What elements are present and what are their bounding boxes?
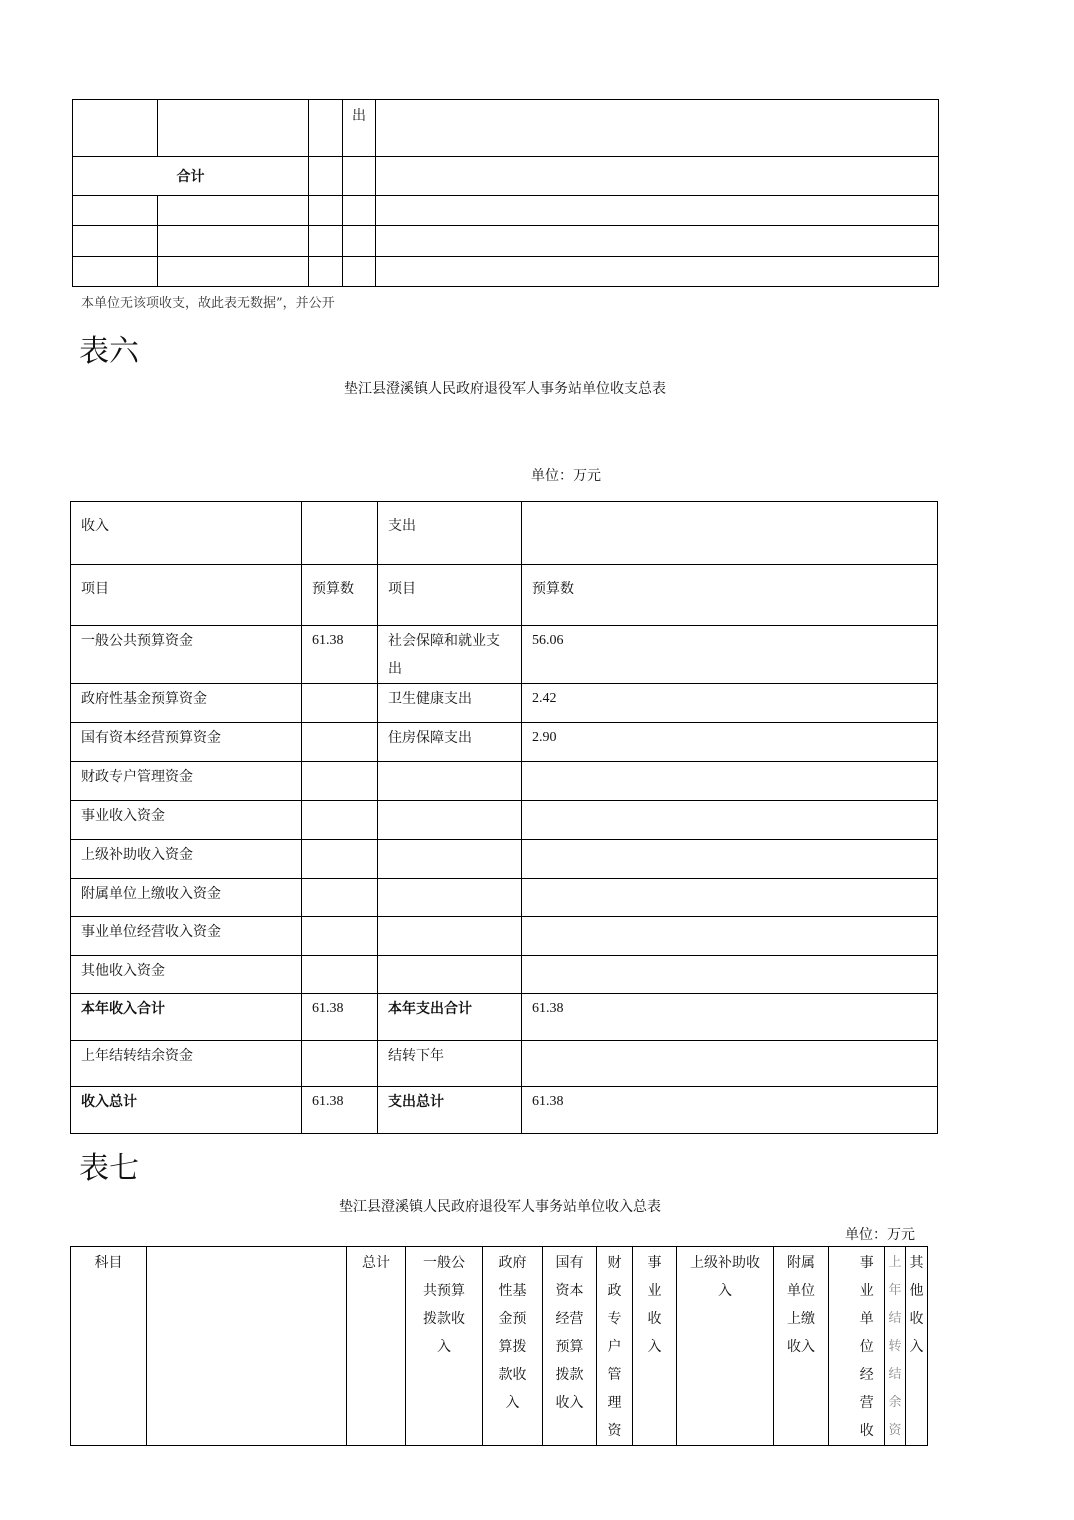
table7-heading: 表七 (79, 1151, 139, 1186)
col-general-line: 入 (437, 1339, 451, 1355)
col-lastyear-line: 年 (888, 1283, 902, 1298)
col-state-line: 拨款 (555, 1367, 584, 1383)
col-affiliate-line: 单位 (787, 1283, 815, 1299)
carry-income-label: 上年结转结余资金 (81, 1048, 193, 1064)
table-row-income-value (302, 723, 377, 724)
col-subsidy-line: 入 (718, 1283, 732, 1299)
col-total: 总计 (362, 1255, 390, 1271)
year-income-total-label: 本年收入合计 (81, 1001, 165, 1017)
col-general-line: 一般公 (423, 1255, 465, 1271)
table-row-expense-item: 住房保障支出 (388, 730, 472, 746)
table-row-income-value (302, 684, 377, 685)
table6-item2-header: 项目 (388, 581, 416, 597)
table-row-income-item: 国有资本经营预算资金 (81, 730, 221, 746)
table6 (70, 501, 938, 1134)
col-state-line: 预算 (555, 1339, 584, 1355)
table6-item-header: 项目 (81, 581, 109, 597)
table6-budget-header: 预算数 (312, 581, 354, 597)
col-lastyear-line: 余 (888, 1395, 902, 1410)
table-row-expense-value: 2.42 (532, 691, 557, 706)
col-career-line: 事 (647, 1255, 662, 1271)
col-fiscal (597, 1247, 632, 1445)
col-other-line: 其 (909, 1255, 924, 1271)
table6-income-header: 收入 (81, 518, 109, 534)
year-expense-total-label: 本年支出合计 (388, 1001, 472, 1017)
col-operate-line: 收 (859, 1423, 874, 1439)
col-affiliate-line: 上缴 (787, 1311, 815, 1327)
table6-budget2-header: 预算数 (532, 581, 574, 597)
grand-income-total-value: 61.38 (312, 1094, 344, 1109)
col-fund-line: 款收 (498, 1367, 527, 1383)
col-fund-line: 算拨 (498, 1339, 527, 1355)
table-row-income-value: 61.38 (312, 633, 344, 648)
col-operate-line: 业 (859, 1283, 874, 1299)
col-subsidy (677, 1247, 773, 1305)
col-other-line: 入 (909, 1339, 924, 1355)
col-state-line: 国有 (555, 1255, 584, 1271)
col-fiscal-line: 财 (607, 1255, 622, 1271)
top-table (72, 99, 939, 287)
table6-expense-header: 支出 (388, 518, 416, 534)
year-income-total-value: 61.38 (312, 1001, 344, 1016)
col-fund-line: 政府 (498, 1255, 527, 1271)
table-row-income-item: 政府性基金预算资金 (81, 691, 207, 707)
col-career-line: 入 (647, 1339, 662, 1355)
col-lastyear-line: 资 (888, 1423, 902, 1438)
col-fiscal-line: 户 (607, 1339, 622, 1355)
table-row-expense-value: 2.90 (532, 730, 557, 745)
col-operate-line: 位 (859, 1339, 874, 1355)
col-affiliate-line: 附属 (787, 1255, 815, 1271)
col-fund (483, 1247, 542, 1417)
table-row-expense-item: 卫生健康支出 (388, 691, 472, 707)
col-operate (850, 1247, 885, 1445)
col-lastyear-line: 结 (888, 1311, 902, 1326)
table-row-expense-value: 56.06 (532, 633, 564, 648)
year-expense-total-value: 61.38 (532, 1001, 564, 1016)
table7-title: 垫江县澄溪镇人民政府退役军人事务站单位收入总表 (339, 1199, 661, 1215)
grand-expense-total-value: 61.38 (532, 1094, 564, 1109)
grand-expense-total-label: 支出总计 (388, 1094, 444, 1110)
col-operate-line: 营 (859, 1395, 874, 1411)
col-affiliate-line: 收入 (787, 1339, 815, 1355)
col-lastyear-line: 上 (888, 1255, 902, 1270)
col-lastyear (885, 1247, 905, 1445)
col-fiscal-line: 政 (607, 1283, 622, 1299)
grand-income-total-label: 收入总计 (81, 1094, 137, 1110)
col-subsidy-line: 上级补助收 (690, 1255, 760, 1271)
table6-unit: 单位：万元 (531, 468, 601, 484)
table-row-income-item: 上级补助收入资金 (81, 847, 193, 863)
col-other (906, 1247, 927, 1361)
carry-expense-label: 结转下年 (388, 1048, 444, 1064)
table-row-income-item: 一般公共预算资金 (81, 633, 193, 649)
col-state-line: 经营 (555, 1311, 584, 1327)
col-state-line: 收入 (555, 1395, 584, 1411)
col-state-line: 资本 (555, 1283, 584, 1299)
table-row-income-item: 附属单位上缴收入资金 (81, 886, 221, 902)
table6-title: 垫江县澄溪镇人民政府退役军人事务站单位收支总表 (344, 381, 666, 397)
col-subject: 科目 (94, 1255, 123, 1271)
no-data-note: 本单位无该项收支，故此表无数据”，并公开 (81, 296, 335, 311)
top-chu-label: 出 (352, 108, 366, 124)
col-operate-line: 事 (859, 1255, 874, 1271)
col-lastyear-line: 结 (888, 1367, 902, 1382)
col-fund-line: 金预 (498, 1311, 527, 1327)
col-state (543, 1247, 596, 1417)
col-general-line: 共预算 (423, 1283, 465, 1299)
col-operate-line: 单 (859, 1311, 874, 1327)
col-general-line: 拨款收 (423, 1311, 465, 1327)
table-row-expense-item: 社会保障和就业支出 (388, 633, 500, 677)
table-row-income-item: 事业单位经营收入资金 (81, 924, 221, 940)
col-other-line: 他 (909, 1283, 924, 1299)
col-lastyear-line: 转 (888, 1339, 902, 1354)
table6-heading: 表六 (79, 334, 139, 369)
top-total-label: 合计 (176, 169, 205, 185)
col-fund-line: 性基 (498, 1283, 527, 1299)
col-fiscal-line: 专 (607, 1311, 622, 1327)
col-career-line: 业 (647, 1283, 662, 1299)
col-other-line: 收 (909, 1311, 924, 1327)
col-fiscal-line: 管 (607, 1367, 622, 1383)
table7 (70, 1246, 928, 1446)
col-career-line: 收 (647, 1311, 662, 1327)
table-row-income-item: 财政专户管理资金 (81, 769, 193, 785)
col-career (633, 1247, 676, 1361)
col-operate-line: 经 (859, 1367, 874, 1383)
col-affiliate (774, 1247, 828, 1361)
col-general (406, 1247, 482, 1361)
table-row-income-item: 事业收入资金 (81, 808, 165, 824)
table-row-income-item: 其他收入资金 (81, 963, 165, 979)
col-fund-line: 入 (505, 1395, 520, 1411)
col-fiscal-line: 资 (607, 1423, 622, 1439)
col-fiscal-line: 理 (607, 1395, 622, 1411)
table7-unit: 单位：万元 (845, 1227, 915, 1243)
